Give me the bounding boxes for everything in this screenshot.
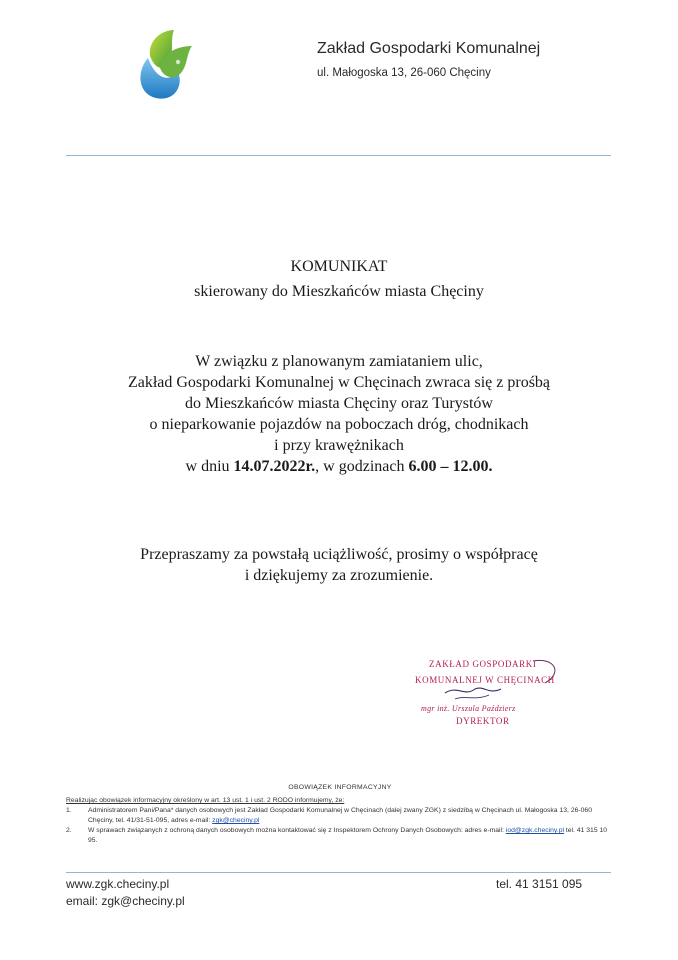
iod-email-link[interactable]: iod@zgk.checiny.pl [505,827,564,834]
body-line: do Mieszkańców miasta Chęciny oraz Turystów [185,395,493,412]
org-name: Zakład Gospodarki Komunalnej [317,40,541,57]
notice-closing [0,544,678,586]
admin-email-link[interactable]: zgk@checiny.pl [212,817,260,824]
header-divider [66,155,611,156]
stamp-line-1: ZAKŁAD GOSPODARKI [429,659,537,669]
stamp-line-2: KOMUNALNEJ W CHĘCINACH [415,675,555,685]
hours-value: 6.00 – 12.00. [408,458,493,475]
iod-phone: tel. 41 315 10 95. [88,827,608,844]
info-intro: Realizując obowiązek informacyjny określony w art. 13 ust. 1 i ust. 2 RODO informujemy, że: [66,797,345,804]
org-address: ul. Małogoska 13, 26-060 Chęciny [317,67,491,79]
info-item-text: Administratorem Pani/Pana* danych osobowych jest Zakład Gospodarki Komunalnej w Chęcinach (dalej zwany ZGK) z siedzibą w Chęcinach ul. Małogoska 13, 26-060 Chęciny, tel. 41/31-51-095, adres e-mail: [88,807,592,824]
footer-divider [66,872,611,873]
footer-email[interactable]: email: zgk@checiny.pl [66,894,185,908]
info-item [66,826,614,846]
gdpr-info-clause [66,783,614,846]
stamp-line-4: DYREKTOR [456,716,510,726]
date-line [0,456,678,477]
body-line: i przy krawężnikach [274,437,404,454]
leaf-drop-logo-icon [134,28,196,100]
stamp-line-3: mgr inż. Urszula Paździerz [421,704,516,713]
body-line: o nieparkowanie pojazdów na poboczach dróg, chodnikach [149,416,529,433]
body-line: W związku z planowanym zamiataniem ulic, [195,353,483,370]
body-line: Zakład Gospodarki Komunalnej w Chęcinach zwraca się z prośbą [127,374,551,391]
info-item-number: 1. [66,807,72,814]
closing-line: i dziękujemy za zrozumienie. [244,567,434,584]
info-item-number: 2. [66,827,72,834]
info-item [66,806,614,826]
footer-website[interactable]: www.zgk.checiny.pl [66,877,170,891]
director-stamp [405,655,585,735]
notice-subtitle: skierowany do Mieszkańców miasta Chęciny [194,283,484,300]
date-value: 14.07.2022r. [233,458,316,475]
info-item-text: W sprawach związanych z ochroną danych osobowych można kontaktować się z Inspektorem Ochrony Danych Osobowych: adres e-mail: [88,827,506,834]
date-prefix: w dniu [185,458,234,475]
hours-prefix: , w godzinach [315,458,409,475]
notice-title: KOMUNIKAT [290,258,388,275]
notice-body [0,351,678,477]
closing-line: Przepraszamy za powstałą uciążliwość, prosimy o współpracę [140,546,538,563]
info-title: OBOWIĄZEK INFORMACYJNY [288,784,392,791]
footer-phone: tel. 41 3151 095 [496,877,583,891]
